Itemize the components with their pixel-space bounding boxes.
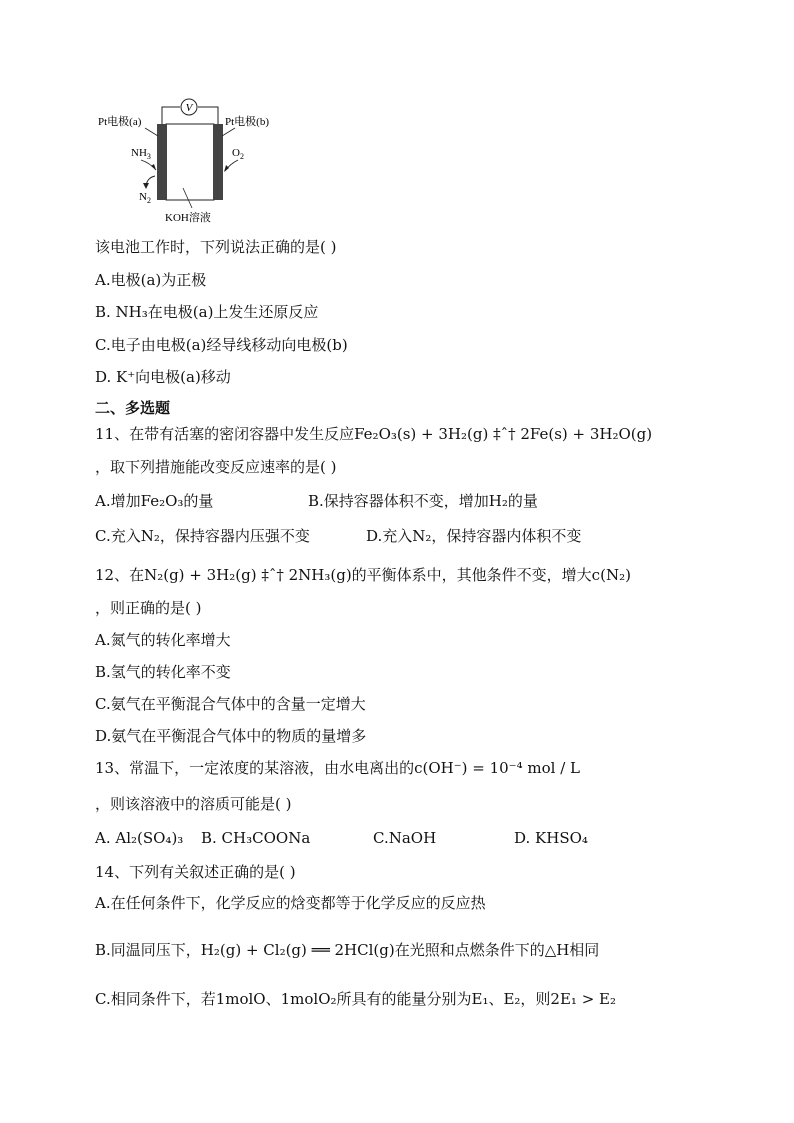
section-title: 二、多选题	[95, 399, 171, 417]
q12-stem-line1: 12、在N₂(g) + 3H₂(g) ‡ˆ† 2NH₃(g)的平衡体系中，其他条件不变，增大c(N₂)	[95, 566, 631, 584]
q10-stem: 该电池工作时，下列说法正确的是( )	[95, 238, 337, 256]
reactant-b-label: $O_2$	[232, 147, 244, 161]
q12-stem-line2: ，则正确的是( )	[95, 599, 202, 617]
electrode-a	[157, 124, 167, 200]
q14-option-c: C.相同条件下，若1molO、1molO₂所具有的能量分别为E₁、E₂，则2E₁ > E₂	[95, 990, 617, 1008]
q14-option-b: B.同温同压下，H₂(g) + Cl₂(g) ══ 2HCl(g)在光照和点燃条件下的△H相同	[95, 941, 600, 959]
electrode-b-label: Pt电极(b)	[225, 116, 269, 128]
q13-option-d: D. KHSO₄	[514, 829, 588, 847]
q13-option-b: B. CH₃COONa	[201, 829, 311, 847]
q11-option-d: D.充入N₂，保持容器内体积不变	[366, 527, 582, 545]
q10-option-b: B. NH₃在电极(a)上发生还原反应	[95, 303, 319, 321]
q12-option-a: A.氮气的转化率增大	[95, 631, 231, 649]
q11-stem-line2: ，取下列措施能改变反应速率的是( )	[95, 458, 337, 476]
product-a-label: $N_2$	[139, 191, 151, 205]
q11-option-b: B.保持容器体积不变，增加H₂的量	[308, 492, 538, 510]
reactant-a-label: $NH_3$	[131, 147, 151, 161]
battery-diagram	[0, 0, 794, 240]
q12-option-b: B.氢气的转化率不变	[95, 663, 231, 681]
q14-stem: 14、下列有关叙述正确的是( )	[95, 863, 296, 881]
electrode-a-label: Pt电极(a)	[98, 116, 142, 128]
voltmeter-label: V	[185, 102, 193, 114]
q11-stem-line1: 11、在带有活塞的密闭容器中发生反应Fe₂O₃(s) + 3H₂(g) ‡ˆ† 2Fe(s) + 3H₂O(g)	[95, 425, 653, 443]
q14-option-a: A.在任何条件下，化学反应的焓变都等于化学反应的反应热	[95, 894, 486, 912]
q13-option-a: A. Al₂(SO₄)₃	[95, 829, 184, 847]
q10-option-d: D. K⁺向电极(a)移动	[95, 368, 231, 386]
q10-option-a: A.电极(a)为正极	[95, 271, 207, 289]
q12-option-d: D.氨气在平衡混合气体中的物质的量增多	[95, 727, 367, 745]
electrolyte-label: KOH溶液	[165, 212, 211, 224]
q13-stem-line1: 13、常温下，一定浓度的某溶液，由水电离出的c(OH⁻) = 10⁻⁴ mol / L	[95, 759, 580, 777]
q11-option-a: A.增加Fe₂O₃的量	[95, 492, 214, 510]
q12-option-c: C.氨气在平衡混合气体中的含量一定增大	[95, 695, 366, 713]
q10-option-c: C.电子由电极(a)经导线移动向电极(b)	[95, 336, 348, 354]
electrolyte-cell	[166, 124, 214, 200]
q13-option-c: C.NaOH	[373, 829, 437, 847]
q13-stem-line2: ，则该溶液中的溶质可能是( )	[95, 795, 292, 813]
electrode-b	[213, 124, 223, 200]
q11-option-c: C.充入N₂，保持容器内压强不变	[95, 527, 310, 545]
